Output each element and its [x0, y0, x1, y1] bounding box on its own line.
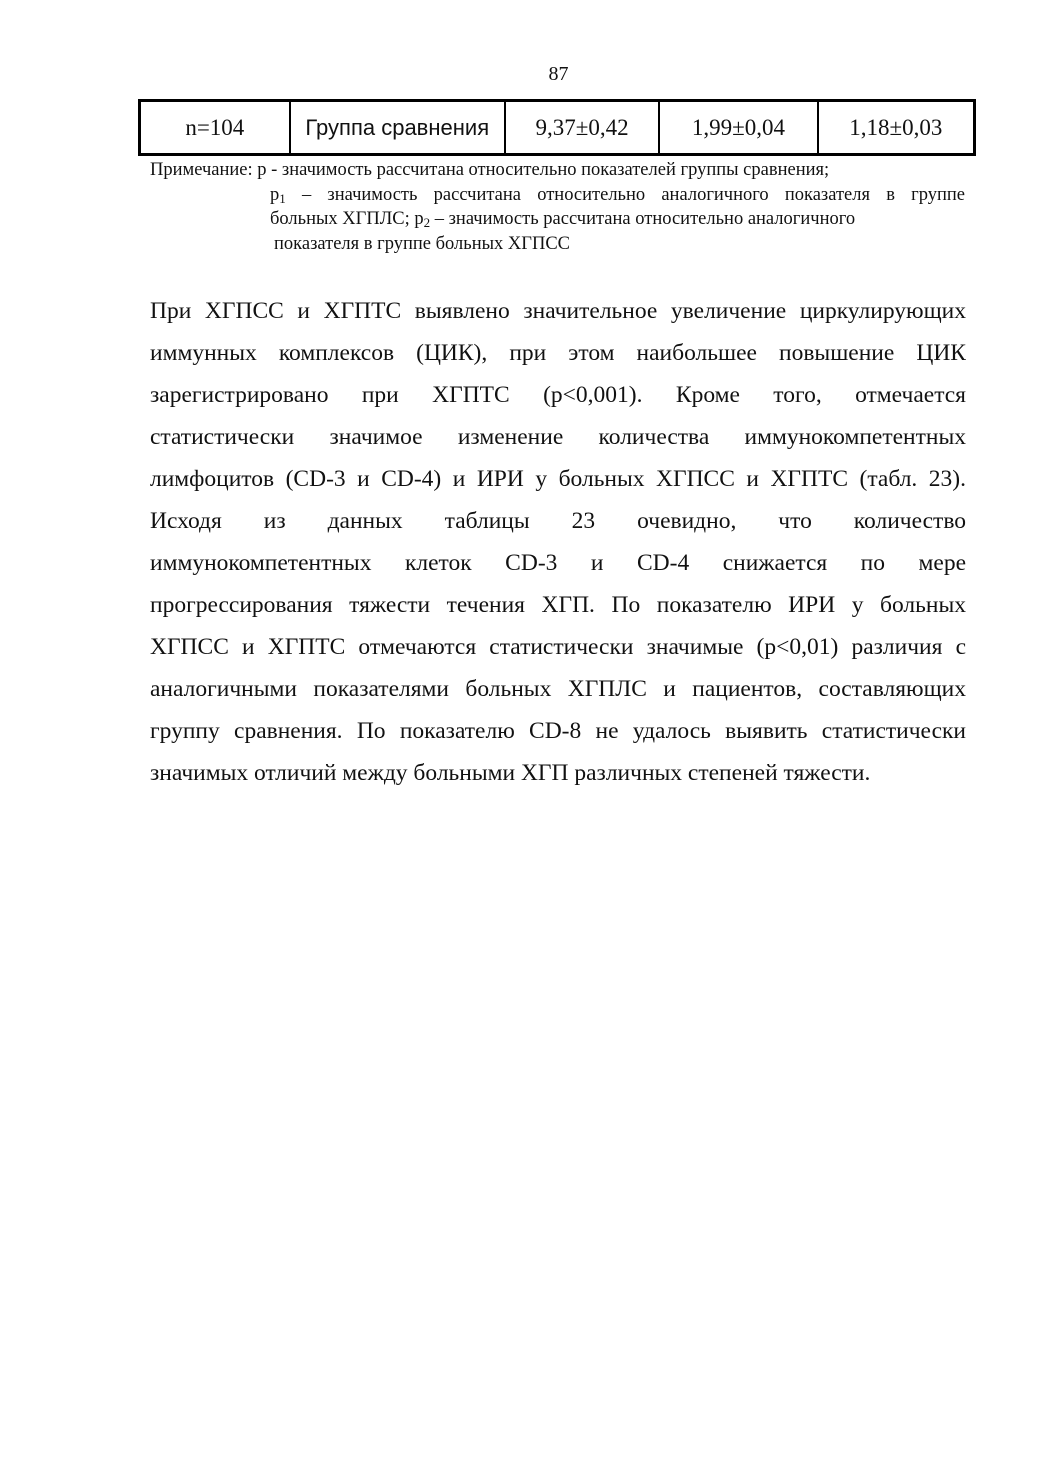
table-cell-group: Группа сравнения [290, 101, 505, 155]
paragraph-line: прогрессирования тяжести течения ХГП. По показателю ИРИ у больных [150, 592, 966, 618]
paragraph-line: лимфоцитов (CD-3 и CD-4) и ИРИ у больных ХГПСС и ХГПТС (табл. 23). [150, 466, 966, 492]
table-note [150, 158, 970, 256]
paragraph-line: значимых отличий между больными ХГП различных степеней тяжести. [150, 760, 871, 786]
paragraph-line: группу сравнения. По показателю CD-8 не удалось выявить статистически [150, 718, 966, 744]
table-row [140, 101, 975, 155]
body-paragraph [150, 290, 966, 794]
page-number: 87 [548, 63, 569, 85]
paragraph-line: аналогичными показателями больных ХГПЛС и пациентов, составляющих [150, 676, 966, 702]
paragraph-line: статистически значимое изменение количества иммунокомпетентных [150, 424, 966, 450]
paragraph-line: ХГПСС и ХГПТС отмечаются статистически значимые (р<0,01) различия с [150, 634, 966, 660]
note-line-3 [150, 207, 970, 232]
note-p1-symbol: р [270, 184, 280, 205]
table-cell-value-1: 9,37±0,42 [505, 101, 659, 155]
note-line-2 [270, 183, 965, 208]
paragraph-line: иммунных комплексов (ЦИК), при этом наибольшее повышение ЦИК [150, 340, 966, 366]
note-line-1: Примечание: р - значимость рассчитана относительно показателей группы сравнения; [150, 160, 830, 180]
note-p2-prefix: больных ХГПЛС; р [270, 209, 424, 229]
paragraph-line: зарегистрировано при ХГПТС (р<0,001). Кроме того, отмечается [150, 382, 966, 408]
data-table [138, 99, 976, 156]
note-p1-subscript: 1 [279, 190, 286, 206]
paragraph-line: иммунокомпетентных клеток CD-3 и CD-4 снижается по мере [150, 550, 966, 576]
table-cell-value-3: 1,18±0,03 [818, 101, 975, 155]
paragraph-line: При ХГПСС и ХГПТС выявлено значительное увеличение циркулирующих [150, 298, 966, 324]
table-cell-n: n=104 [140, 101, 290, 155]
note-p2-text: – значимость рассчитана относительно аналогичного [430, 209, 856, 229]
note-line-4: показателя в группе больных ХГПСС [274, 233, 570, 254]
note-p1-text: – значимость рассчитана относительно аналогичного показателя в группе [285, 184, 965, 205]
note-p2-subscript: 2 [423, 215, 431, 230]
paragraph-line: Исходя из данных таблицы 23 очевидно, что количество [150, 508, 966, 534]
table-cell-value-2: 1,99±0,04 [659, 101, 817, 155]
